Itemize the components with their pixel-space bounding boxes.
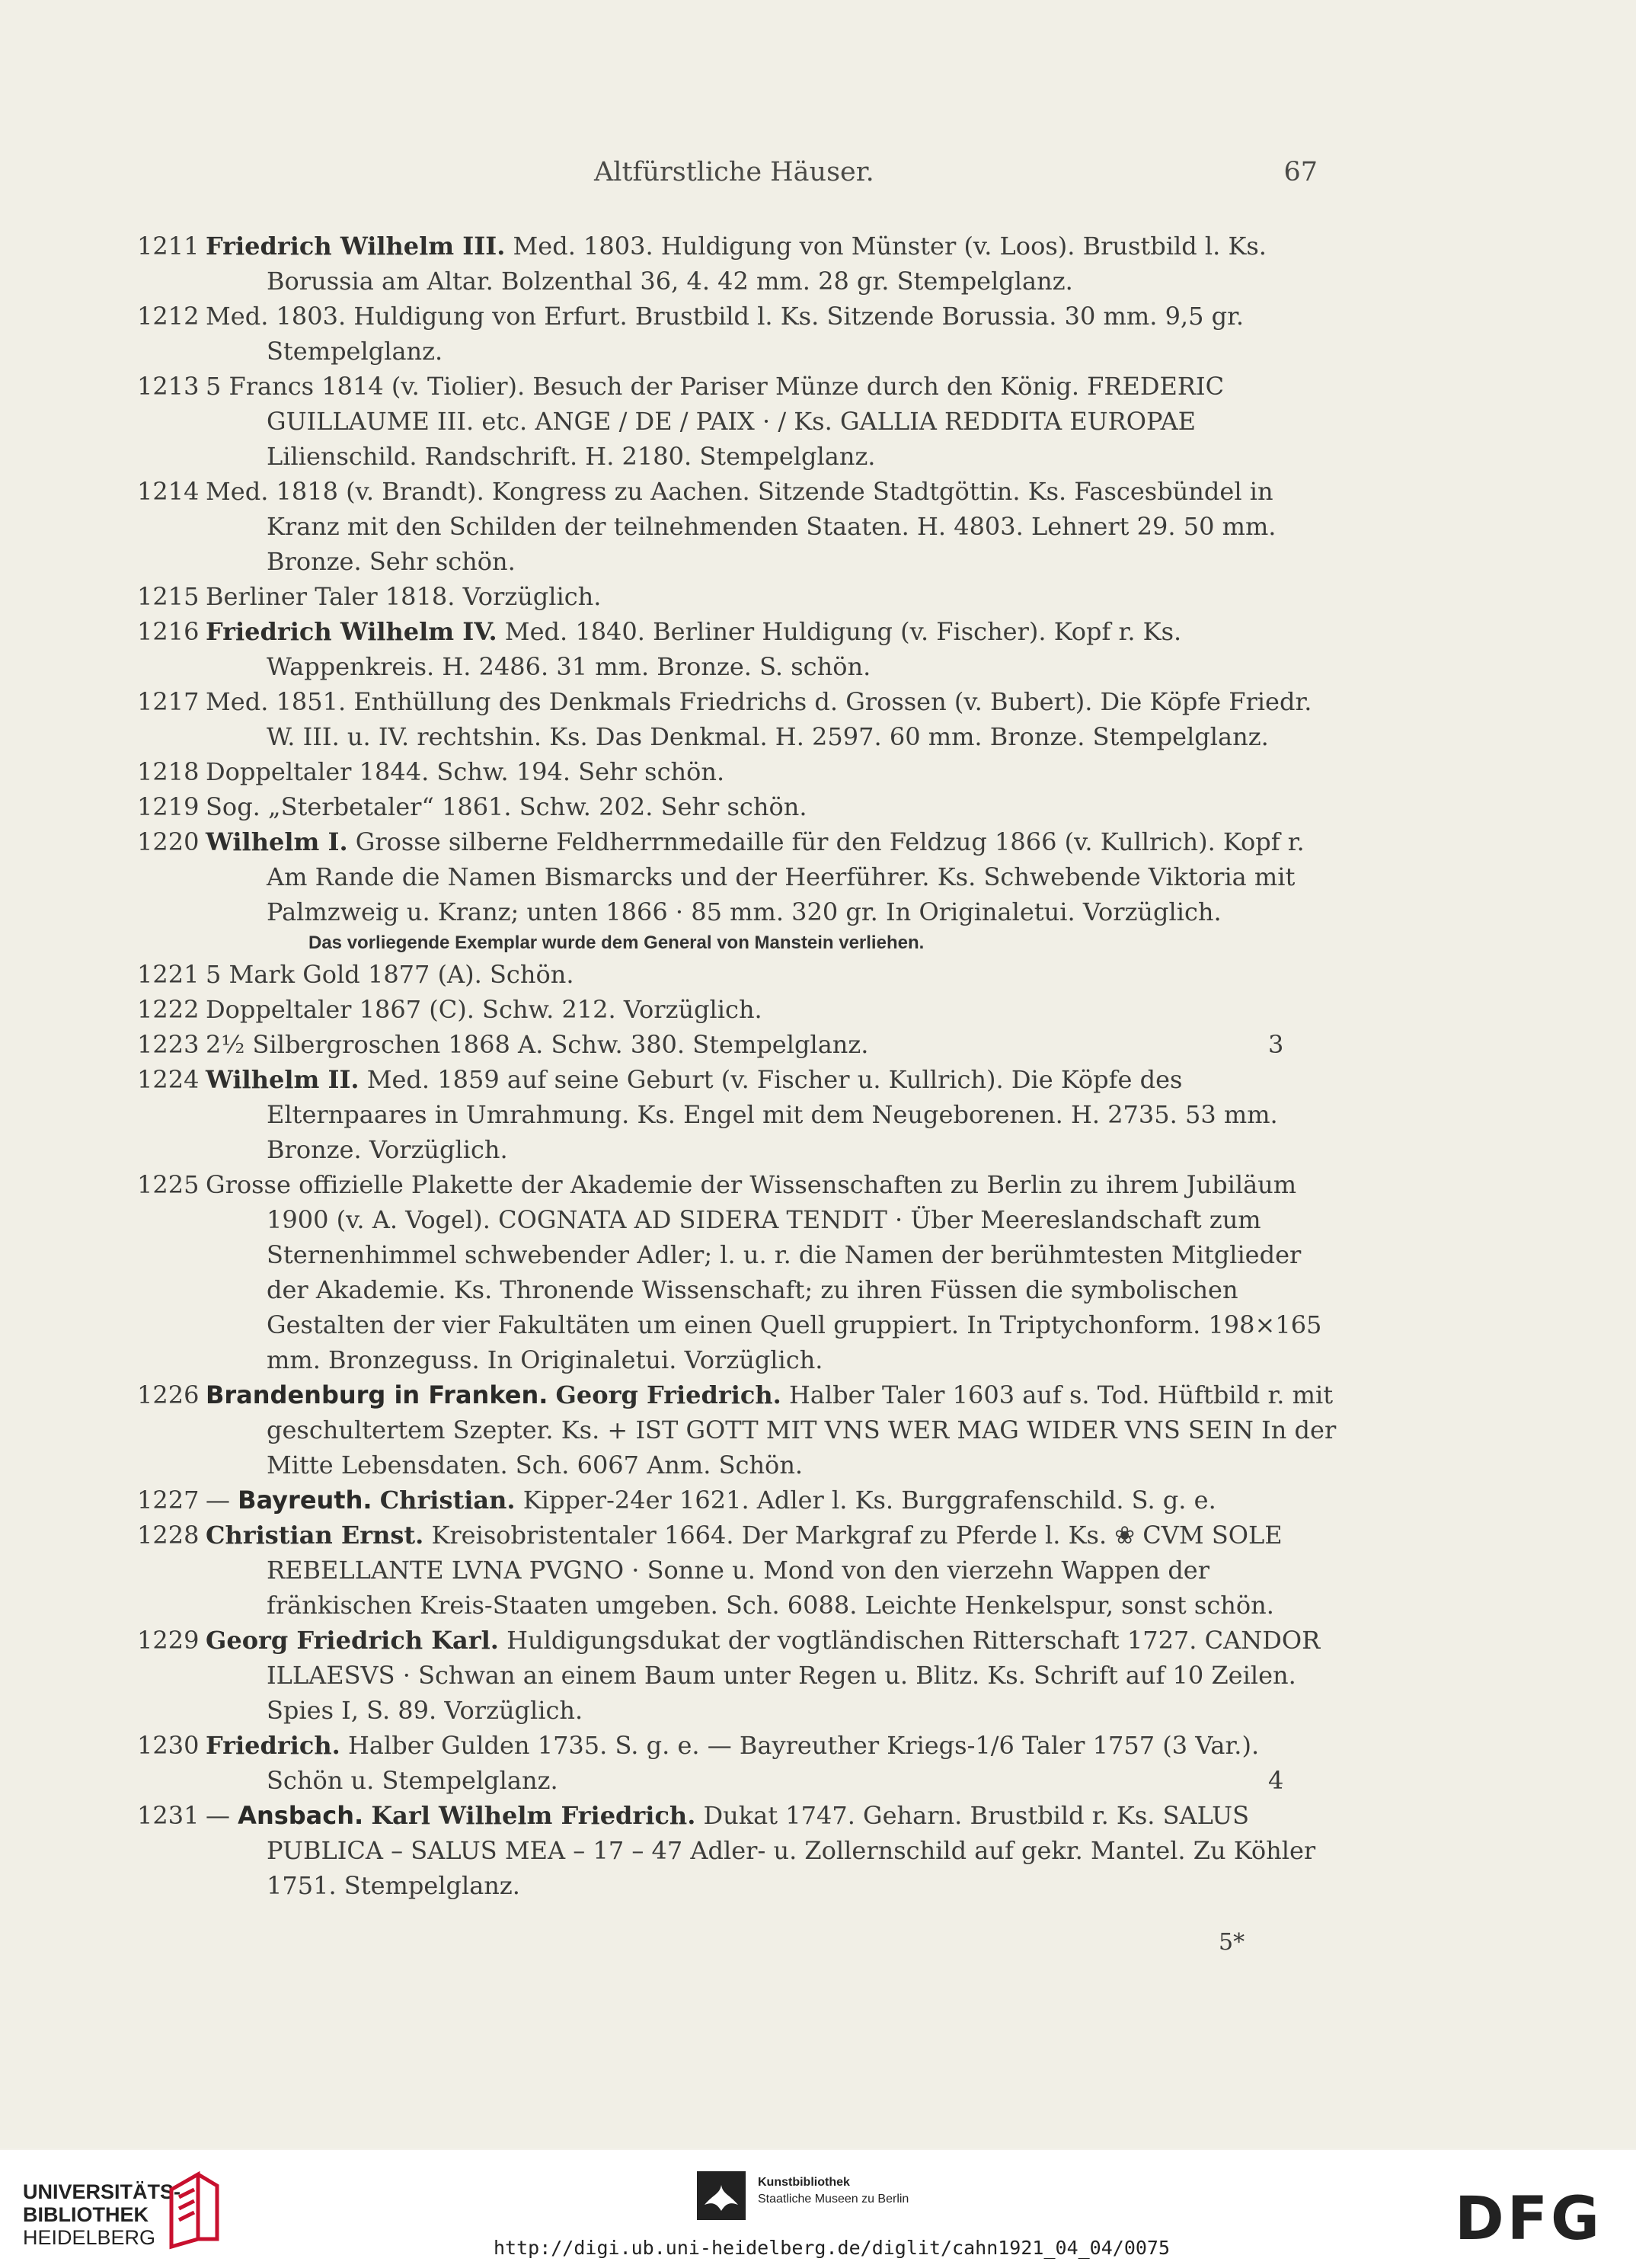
entry-number: 1230 — [137, 1731, 200, 1760]
catalog-entry — [137, 229, 1337, 299]
entry-ruler: Friedrich. — [206, 1731, 340, 1760]
catalog-entry — [137, 1518, 1337, 1623]
ub-logo-line: HEIDELBERG — [23, 2226, 156, 2249]
entry-ruler: Friedrich Wilhelm IV. — [206, 617, 497, 646]
entry-number: 1212 — [137, 302, 200, 331]
kb-line: Staatliche Museen zu Berlin — [758, 2193, 909, 2206]
entry-text: Med. 1851. Enthüllung des Denkmals Friedrichs d. Grossen (v. Bubert). Die Köpfe Friedr. W. III. u. IV. rechtshin. Ks. Das Denkmal. H. 2597. 60 mm. Bronze. Stempelglanz. — [206, 687, 1312, 751]
entry-ruler: Christian Ernst. — [206, 1521, 424, 1550]
entry-text: 2½ Silbergroschen 1868 A. Schw. 380. Stempelglanz. — [206, 1030, 869, 1059]
catalog-entry — [137, 754, 1337, 789]
page-number: 67 — [1283, 157, 1318, 187]
catalog-entry — [137, 614, 1337, 684]
entry-text: Halber Gulden 1735. S. g. e. — Bayreuther Kriegs-1/6 Taler 1757 (3 Var.). Schön u. Stempelglanz. — [267, 1731, 1260, 1795]
source-url[interactable]: http://digi.ub.uni-heidelberg.de/diglit/cahn1921_04_04/0075 — [494, 2237, 1171, 2259]
entry-ruler: Georg Friedrich Karl. — [206, 1626, 499, 1655]
entry-number: 1228 — [137, 1521, 200, 1550]
entry-house: Bayreuth. — [238, 1486, 372, 1515]
catalog-entry — [137, 1623, 1337, 1728]
entry-house: Brandenburg in Franken. — [206, 1380, 548, 1409]
entry-number: 1221 — [137, 960, 200, 989]
ditto-dash: — — [206, 1801, 230, 1830]
catalog-entry — [137, 474, 1337, 579]
entry-number: 1214 — [137, 477, 200, 506]
entry-number: 1215 — [137, 582, 200, 611]
entry-text: Huldigungsdukat der vogtländischen Ritterschaft 1727. CANDOR ILLAESVS · Schwan an einem Baum unter Regen u. Blitz. Ks. Schrift auf 10 Zeilen. Spies I, S. 89. Vorzüglich. — [267, 1626, 1321, 1725]
entry-text: Med. 1859 auf seine Geburt (v. Fischer u. Kullrich). Die Köpfe des Elternpaares in Umrahmung. Ks. Engel mit dem Neugeborenen. H. 2735. 53 mm. Bronze. Vorzüglich. — [267, 1065, 1278, 1164]
kb-line: Kunstbibliothek — [758, 2176, 850, 2189]
catalog-entries — [137, 229, 1337, 1903]
dfg-logo[interactable]: DFG — [1455, 2185, 1603, 2254]
provenance-note: Das vorliegende Exemplar wurde dem General von Manstein verliehen. — [308, 932, 925, 953]
entry-number: 1217 — [137, 687, 200, 716]
entry-ruler: Wilhelm II. — [206, 1065, 359, 1094]
entry-number: 1227 — [137, 1486, 200, 1515]
kunstbibliothek-eagle-icon — [697, 2171, 746, 2220]
entry-ruler: Wilhelm I. — [206, 827, 348, 856]
entry-number: 1224 — [137, 1065, 200, 1094]
entry-number: 1222 — [137, 995, 200, 1024]
catalog-entry — [137, 1377, 1337, 1483]
entry-number: 1216 — [137, 617, 200, 646]
ub-logo-line: BIBLIOTHEK — [23, 2203, 149, 2226]
entry-ruler: Karl Wilhelm Friedrich. — [371, 1801, 696, 1830]
entry-text: Kipper-24er 1621. Adler l. Ks. Burggrafenschild. S. g. e. — [522, 1486, 1216, 1515]
kunstbibliothek-logo[interactable] — [758, 2174, 909, 2208]
entry-text: Med. 1803. Huldigung von Münster (v. Loos). Brustbild l. Ks. Borussia am Altar. Bolzenthal 36, 4. 42 mm. 28 gr. Stempelglanz. — [267, 232, 1267, 296]
entry-number: 1223 — [137, 1030, 200, 1059]
entry-text: Med. 1818 (v. Brandt). Kongress zu Aachen. Sitzende Stadtgöttin. Ks. Fascesbündel in Kranz mit den Schilden der teilnehmenden Staaten. H. 4803. Lehnert 29. 50 mm. Bronze. Sehr schön. — [206, 477, 1277, 576]
catalog-entry — [137, 579, 1337, 614]
signature-mark: 5* — [1219, 1929, 1245, 1956]
catalog-entry — [137, 957, 1337, 992]
entry-text: Grosse silberne Feldherrnmedaille für den Feldzug 1866 (v. Kullrich). Kopf r. Am Rande die Namen Bismarcks und der Heerführer. Ks. Schwebende Viktoria mit Palmzweig u. Kranz; unten 1866 · 85 mm. 320 gr. In Originaletui. Vorzüglich. — [267, 827, 1305, 926]
entry-number: 1220 — [137, 827, 200, 856]
catalog-entry — [137, 684, 1337, 754]
entry-text: 5 Mark Gold 1877 (A). Schön. — [206, 960, 574, 989]
catalog-entry — [137, 789, 1337, 824]
entry-ruler: Christian. — [379, 1486, 516, 1515]
entry-text: Sog. „Sterbetaler“ 1861. Schw. 202. Sehr schön. — [206, 792, 807, 821]
entry-number: 1229 — [137, 1626, 200, 1655]
ub-heidelberg-logo[interactable] — [23, 2180, 181, 2249]
catalog-entry — [137, 299, 1337, 369]
ub-logo-line: UNIVERSITÄTS- — [23, 2180, 181, 2203]
entry-number: 1213 — [137, 372, 200, 401]
catalog-entry — [137, 1062, 1337, 1167]
catalog-entry — [137, 992, 1337, 1027]
entry-text: Berliner Taler 1818. Vorzüglich. — [206, 582, 602, 611]
entry-number: 1226 — [137, 1380, 200, 1409]
entry-number: 1219 — [137, 792, 200, 821]
entry-text: Doppeltaler 1867 (C). Schw. 212. Vorzüglich. — [206, 995, 762, 1024]
catalog-entry — [137, 369, 1337, 474]
entry-text: Grosse offizielle Plakette der Akademie der Wissenschaften zu Berlin zu ihrem Jubiläum 1900 (v. A. Vogel). COGNATA AD SIDERA TENDIT · Über Meereslandschaft zum Sternenhimmel schwebender Adler; l. u. r. die Namen der berühmtesten Mitglieder der Akademie. Ks. Thronende Wissenschaft; zu ihren Füssen die symbolischen Gestalten der vier Fakultäten um einen Quell gruppiert. In Triptychonform. 198×165 mm. Bronzeguss. In Originaletui. Vorzüglich. — [206, 1170, 1322, 1374]
ub-book-icon — [164, 2167, 225, 2250]
ditto-dash: — — [206, 1486, 230, 1515]
entry-text: Med. 1840. Berliner Huldigung (v. Fischer). Kopf r. Ks. Wappenkreis. H. 2486. 31 mm. Bronze. S. schön. — [267, 617, 1182, 681]
catalog-entry: 1230 Friedrich. Halber Gulden 1735. S. g. e. — Bayreuther Kriegs-1/6 Taler 1757 (3 Var.). Schön u. Stempelglanz. 4 — [137, 1728, 1337, 1798]
entry-text: Dukat 1747. Geharn. Brustbild r. Ks. SALUS PUBLICA – SALUS MEA – 17 – 47 Adler- u. Zollernschild auf gekr. Mantel. Zu Köhler 1751. Stempelglanz. — [267, 1801, 1316, 1900]
catalog-entry: 1223 2½ Silbergroschen 1868 A. Schw. 380. Stempelglanz. 3 — [137, 1027, 1337, 1062]
entry-ruler: Georg Friedrich. — [555, 1380, 781, 1409]
catalog-entry — [137, 824, 1337, 929]
entry-ruler: Friedrich Wilhelm III. — [206, 232, 506, 261]
entry-text: Doppeltaler 1844. Schw. 194. Sehr schön. — [206, 757, 725, 786]
catalog-entry — [137, 1483, 1337, 1518]
entry-number: 1211 — [137, 232, 200, 261]
entry-number: 1225 — [137, 1170, 200, 1199]
entry-house: Ansbach. — [238, 1801, 364, 1830]
section-title: Altfürstliche Häuser. — [594, 157, 874, 187]
entry-text: Med. 1803. Huldigung von Erfurt. Brustbild l. Ks. Sitzende Borussia. 30 mm. 9,5 gr. Stempelglanz. — [206, 302, 1245, 366]
entry-text: Halber Taler 1603 auf s. Tod. Hüftbild r. mit geschultertem Szepter. Ks. + IST GOTT MIT VNS WER MAG WIDER VNS SEIN In der Mitte Lebensdaten. Sch. 6067 Anm. Schön. — [267, 1380, 1337, 1479]
entry-number: 1218 — [137, 757, 200, 786]
running-head — [137, 157, 1325, 195]
catalog-entry — [137, 1167, 1337, 1377]
entry-text: 5 Francs 1814 (v. Tiolier). Besuch der Pariser Münze durch den König. FREDERIC GUILLAUME III. etc. ANGE / DE / PAIX · / Ks. GALLIA REDDITA EUROPAE Lilienschild. Randschrift. H. 2180. Stempelglanz. — [206, 372, 1225, 471]
catalog-entry — [137, 1798, 1337, 1903]
entry-number: 1231 — [137, 1801, 200, 1830]
entry-text: Kreisobristentaler 1664. Der Markgraf zu Pferde l. Ks. ❀ CVM SOLE REBELLANTE LVNA PVGNO · Sonne u. Mond von den vierzehn Wappen der fränkischen Kreis-Staaten umgeben. Sch. 6088. Leichte Henkelspur, sonst schön. — [267, 1521, 1283, 1620]
